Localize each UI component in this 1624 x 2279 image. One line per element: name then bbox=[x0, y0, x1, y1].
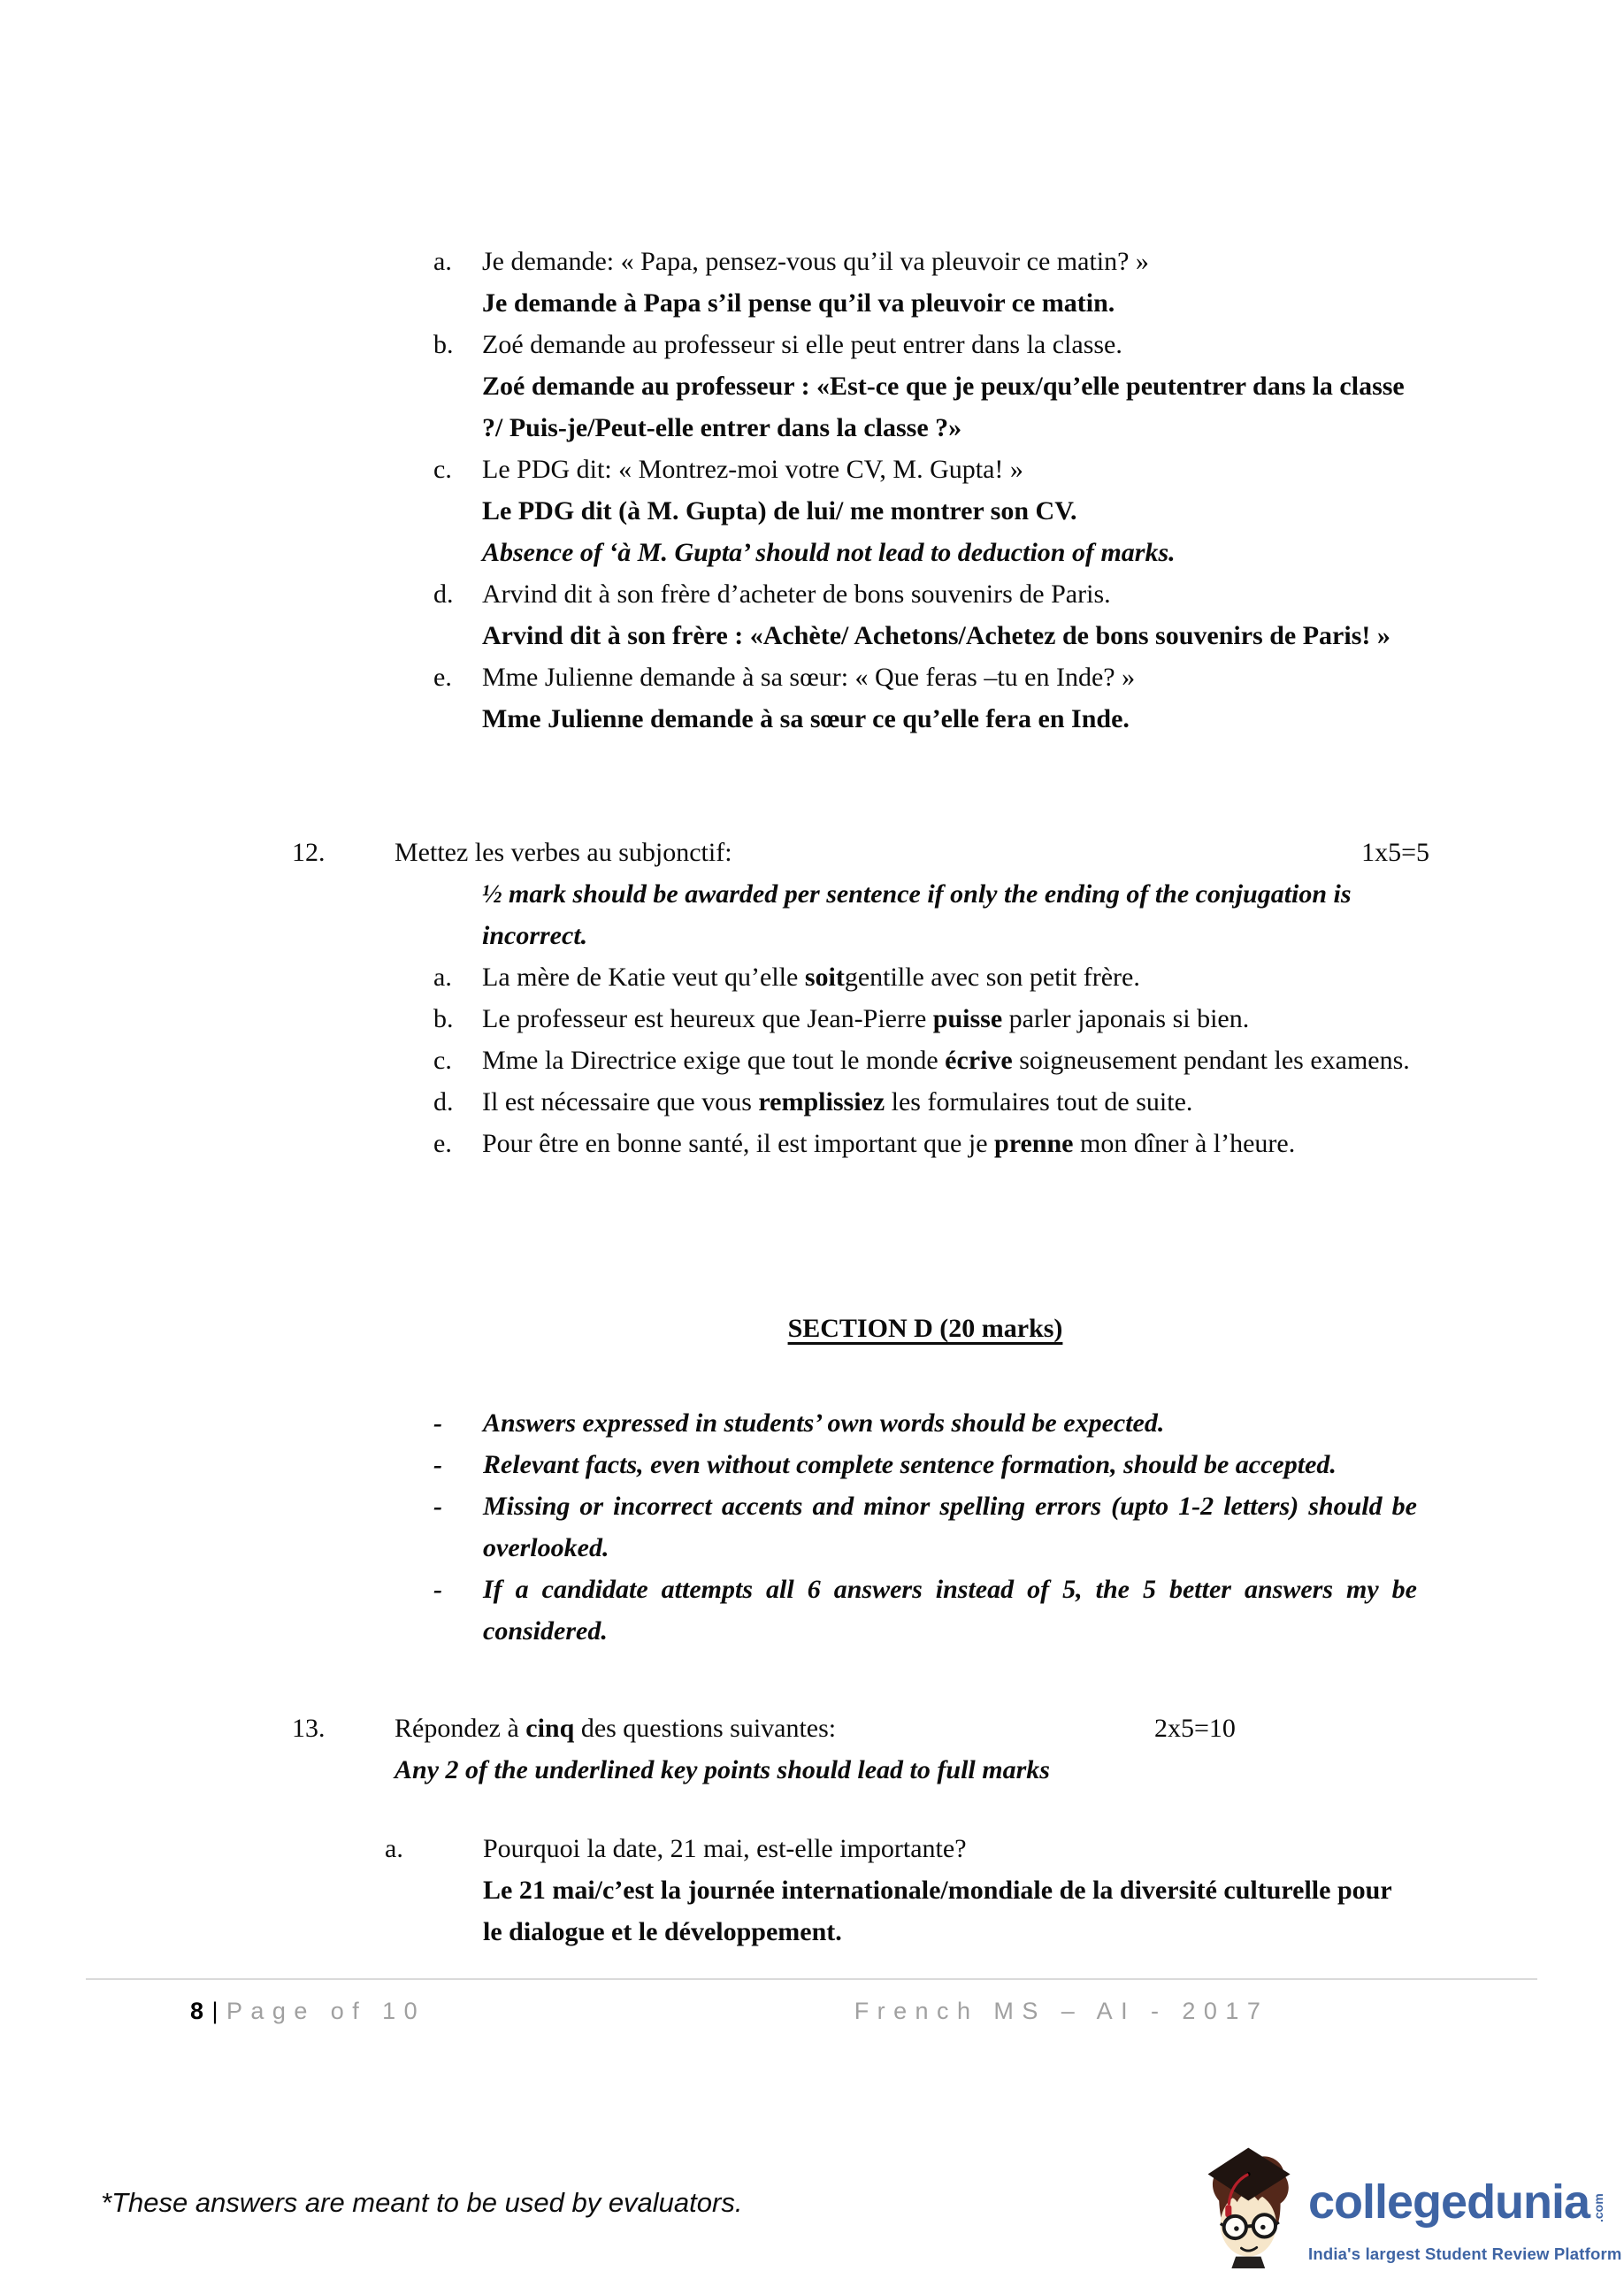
marking-guideline: ½ mark should be awarded per sentence if only the ending of the conjugation is incorrect. bbox=[482, 879, 1352, 950]
item-label: c. bbox=[433, 455, 452, 484]
question-prompt: Mettez les verbes au subjonctif: bbox=[395, 838, 732, 867]
footer-page-info bbox=[190, 1996, 425, 2026]
collegedunia-logo bbox=[1194, 2120, 1624, 2279]
item-label: a. bbox=[433, 963, 452, 992]
sentence-with-verb: Mme la Directrice exige que tout le monde écrive soigneusement pendant les examens. bbox=[482, 1046, 1410, 1075]
question-item bbox=[433, 1081, 1429, 1123]
dash-marker: - bbox=[433, 1450, 442, 1479]
question-item bbox=[385, 1828, 1417, 1953]
dash-marker: - bbox=[433, 1575, 442, 1604]
question-item bbox=[433, 1040, 1429, 1081]
item-label: d. bbox=[433, 579, 454, 609]
question-item bbox=[433, 573, 1420, 656]
emphasis-word: cinq bbox=[525, 1714, 575, 1743]
item-label: b. bbox=[433, 1004, 454, 1033]
answer-text: Arvind dit à son frère : «Achète/ Achetons/Achetez de bons souvenirs de Paris! » bbox=[482, 621, 1390, 650]
subjunctive-verb: soit bbox=[804, 963, 845, 992]
question-item bbox=[433, 324, 1420, 449]
question-prompt: Répondez à cinq des questions suivantes: bbox=[395, 1714, 837, 1743]
question-text: Zoé demande au professeur si elle peut entrer dans la classe. bbox=[482, 330, 1122, 359]
answer-text: Zoé demande au professeur : «Est-ce que je peux/qu’elle peutentrer dans la classe ?/ Puis-je/Peut-elle entrer dans la classe ?» bbox=[482, 372, 1405, 442]
question-item bbox=[433, 449, 1420, 573]
question-text: Le PDG dit: « Montrez-moi votre CV, M. Gupta! » bbox=[482, 455, 1023, 484]
subjunctive-verb: puisse bbox=[932, 1004, 1003, 1033]
section-heading: SECTION D (20 marks) bbox=[787, 1314, 1063, 1343]
guideline-item: - Missing or incorrect accents and minor spelling errors (upto 1-2 letters) should be overlooked. bbox=[433, 1485, 1417, 1569]
question-13 bbox=[292, 1707, 1429, 1791]
dash-marker: - bbox=[433, 1408, 442, 1438]
sentence-with-verb: Le professeur est heureux que Jean-Pierre puisse parler japonais si bien. bbox=[482, 1004, 1250, 1033]
question-text: Mme Julienne demande à sa sœur: « Que feras –tu en Inde? » bbox=[482, 663, 1136, 692]
question-item bbox=[433, 998, 1429, 1040]
footer-separator: | bbox=[211, 1998, 226, 2024]
item-label: a. bbox=[433, 247, 452, 276]
marks-value: 2x5=10 bbox=[1154, 1714, 1236, 1743]
question-number: 13. bbox=[292, 1714, 326, 1743]
question-number: 12. bbox=[292, 838, 326, 867]
answer-text: Le 21 mai/c’est la journée internationale/mondiale de la diversité culturelle pour le dialogue et le développement. bbox=[483, 1876, 1392, 1946]
question-13-list bbox=[385, 1828, 1417, 1953]
item-label: e. bbox=[433, 1129, 452, 1158]
answer-text: Je demande à Papa s’il pense qu’il va pleuvoir ce matin. bbox=[482, 288, 1115, 318]
sentence-with-verb: La mère de Katie veut qu’elle soitgentille avec son petit frère. bbox=[482, 963, 1140, 992]
question-11-list bbox=[433, 241, 1420, 740]
section-guidelines bbox=[433, 1402, 1417, 1652]
graduate-mascot-icon bbox=[1194, 2146, 1301, 2268]
question-item bbox=[433, 956, 1429, 998]
question-text: Arvind dit à son frère d’acheter de bons souvenirs de Paris. bbox=[482, 579, 1111, 609]
subjunctive-verb: écrive bbox=[945, 1046, 1013, 1075]
guideline-item: - Answers expressed in students’ own words should be expected. bbox=[433, 1402, 1417, 1444]
guideline-item: - If a candidate attempts all 6 answers instead of 5, the 5 better answers my be considered. bbox=[433, 1569, 1417, 1652]
brand-wordmark: collegedunia bbox=[1308, 2175, 1590, 2229]
footer-divider bbox=[86, 1978, 1537, 1980]
question-item bbox=[433, 241, 1420, 324]
item-label: b. bbox=[433, 330, 454, 359]
marking-guideline: Any 2 of the underlined key points should lead to full marks bbox=[395, 1755, 1050, 1784]
disclaimer-note: *These answers are meant to be used by evaluators. bbox=[101, 2187, 743, 2218]
item-label: c. bbox=[433, 1046, 452, 1075]
marks-value: 1x5=5 bbox=[1361, 838, 1429, 867]
question-text: Pourquoi la date, 21 mai, est-elle importante? bbox=[483, 1834, 967, 1863]
dash-marker: - bbox=[433, 1492, 442, 1521]
guideline-item: - Relevant facts, even without complete sentence formation, should be accepted. bbox=[433, 1444, 1417, 1485]
sentence-with-verb: Il est nécessaire que vous remplissiez les formulaires tout de suite. bbox=[482, 1087, 1193, 1116]
item-label: e. bbox=[433, 663, 452, 692]
item-label: d. bbox=[433, 1087, 454, 1116]
answer-text: Mme Julienne demande à sa sœur ce qu’elle fera en Inde. bbox=[482, 704, 1130, 733]
sentence-with-verb: Pour être en bonne santé, il est important que je prenne mon dîner à l’heure. bbox=[482, 1129, 1296, 1158]
subjunctive-verb: prenne bbox=[994, 1129, 1074, 1158]
brand-tld: .com bbox=[1591, 2193, 1606, 2222]
page-count-label: Page of 10 bbox=[226, 1998, 426, 2024]
page-number: 8 bbox=[190, 1998, 212, 2024]
document-label: French MS – AI - 2017 bbox=[854, 1998, 1269, 2024]
question-item bbox=[433, 1123, 1429, 1164]
question-12 bbox=[292, 832, 1429, 1164]
brand-tagline: India's largest Student Review Platform bbox=[1308, 2244, 1622, 2263]
answer-text: Le PDG dit (à M. Gupta) de lui/ me montrer son CV. bbox=[482, 496, 1077, 526]
question-text: Je demande: « Papa, pensez-vous qu’il va pleuvoir ce matin? » bbox=[482, 247, 1149, 276]
question-item bbox=[433, 656, 1420, 740]
subjunctive-verb: remplissiez bbox=[758, 1087, 885, 1116]
evaluator-guideline: Absence of ‘à M. Gupta’ should not lead to deduction of marks. bbox=[482, 538, 1176, 567]
item-label: a. bbox=[385, 1834, 403, 1863]
